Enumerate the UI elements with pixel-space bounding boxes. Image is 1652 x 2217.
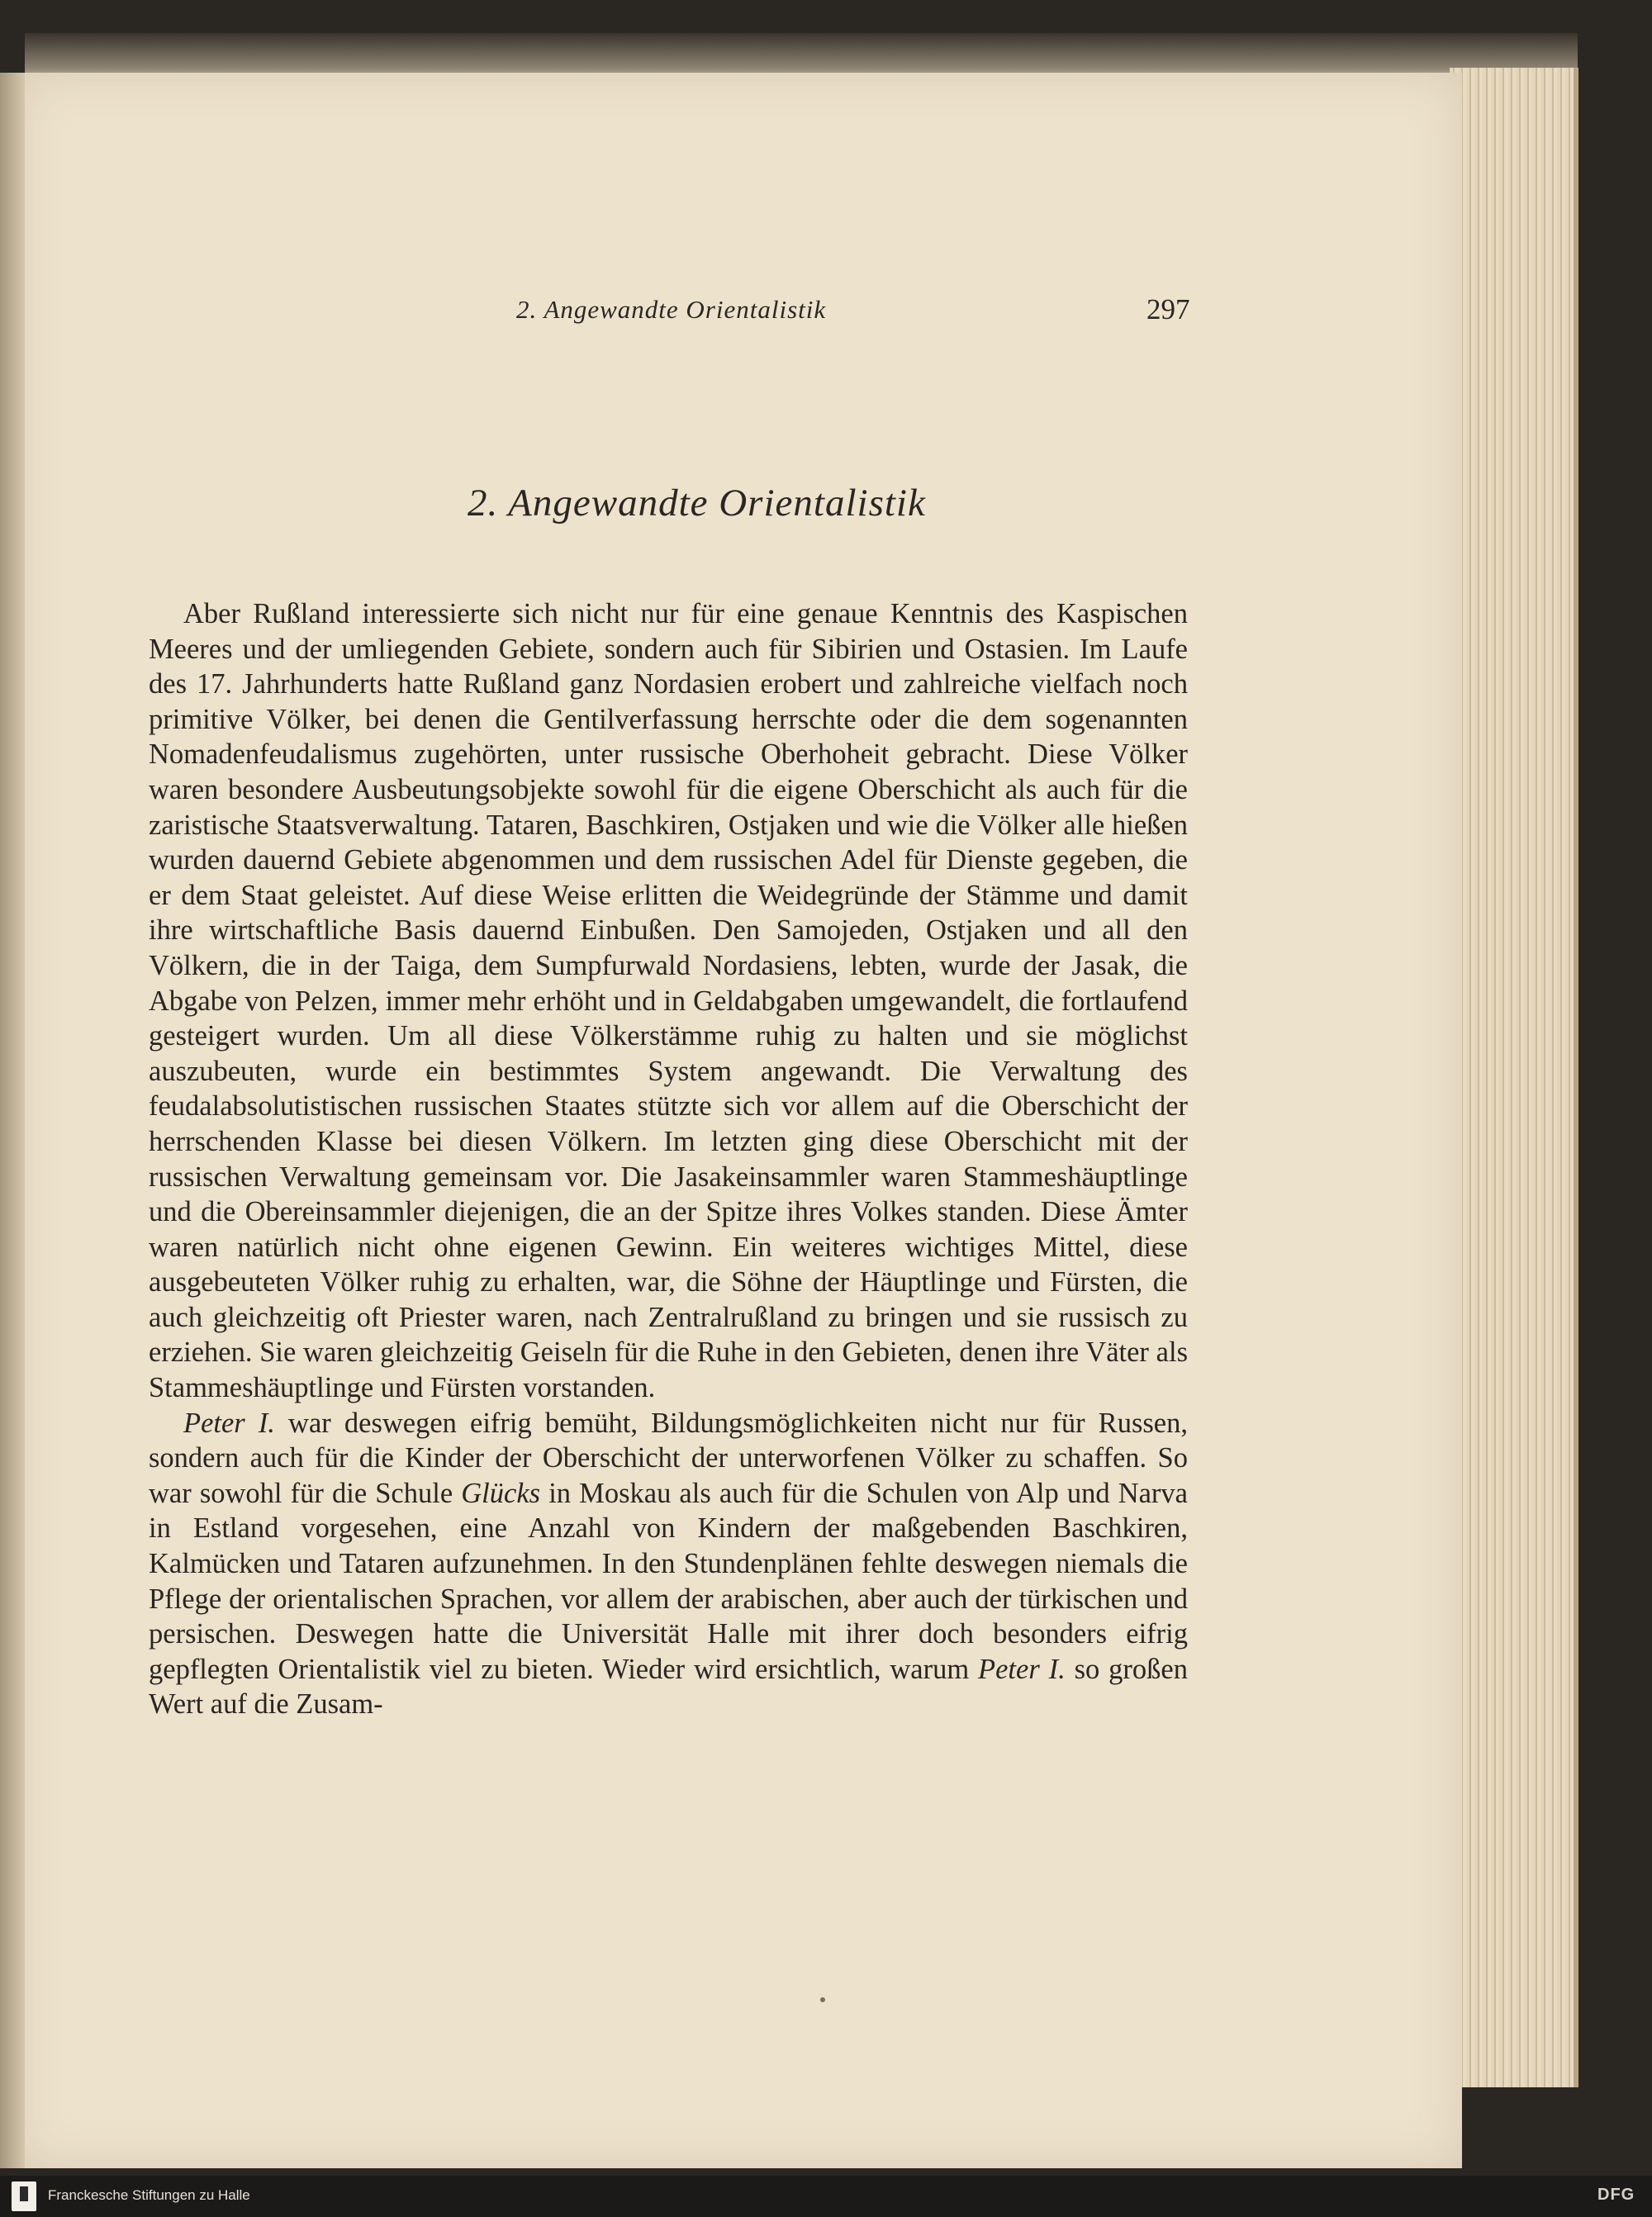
paragraph-1: Aber Rußland interessierte sich nicht nur für eine genaue Kenntnis des Kaspischen Meeres und der umliegenden Gebiete, sondern auch für Sibirien und Ostasien. Im Laufe des 17. Jahrhunderts hatte Rußland ganz Nordasien erobert und zahlreiche vielfach noch primitive Völker, bei denen die Gentilverfassung herrschte oder die dem sogenannten Nomadenfeudalismus zugehörten, unter russische Oberhoheit gebracht. Diese Völker waren besondere Ausbeutungsobjekte sowohl für die eigene Oberschicht als auch für die zaristische Staatsverwaltung. Tataren, Baschkiren, Ostjaken und wie die Völker alle hießen wurden dauernd Gebiete abgenommen und dem russischen Adel für Dienste gegeben, die er dem Staat geleistet. Auf diese Weise erlitten die Weidegründe der Stämme und damit ihre wirtschaftliche Basis dauernd Einbußen. Den Samojeden, Ostjaken und all den Völkern, die in der Taiga, dem Sumpfurwald Nordasiens, lebten, wurde der Jasak, die Abgabe von Pelzen, immer mehr erhöht und in Geldabgaben umgewandelt, die fortlaufend gesteigert wurden. Um all diese Völkerstämme ruhig zu halten und sie möglichst auszubeuten, wurde ein bestimmtes System angewandt. Die Verwaltung des feudalabsolutistischen russischen Staates stützte sich vor allem auf die Oberschicht der herrschenden Klasse bei diesen Völkern. Im letzten ging diese Oberschicht mit der russischen Verwaltung gemeinsam vor. Die Jasakeinsammler waren Stammeshäuptlinge und die Obereinsammler diejenigen, die an der Spitze ihres Volkes standen. Diese Ämter waren natürlich nicht ohne eigenen Gewinn. Ein weiteres wichtiges Mittel, diese ausgebeuteten Völker ruhig zu erhalten, war, die Söhne der Häuptlinge und Fürsten, die auch gleichzeitig oft Priester waren, nach Zentralrußland zu bringen und sie russisch zu erziehen. Sie waren gleichzeitig Geiseln für die Ruhe in den Gebieten, denen ihre Väter als Stammeshäuptlinge und Fürsten vorstanden. bbox=[149, 598, 1188, 1404]
footer-institution: Franckesche Stiftungen zu Halle bbox=[48, 2187, 250, 2203]
page-edges bbox=[1450, 68, 1578, 2087]
paragraph-2: Peter I. war deswegen eifrig bemüht, Bildungsmöglichkeiten nicht nur für Russen, sondern auch für die Kinder der Oberschicht der unterworfenen Völker zu schaffen. So war sowohl für die Schule Glücks in Moskau als auch für die Schulen von Alp und Narva in Estland vorgesehen, eine Anzahl von Kindern der maßgebenden Baschkiren, Kalmücken und Tataren aufzunehmen. In den Stundenplänen fehlte deswegen niemals die Pflege der orientalischen Sprachen, vor allem der arabischen, aber auch der türkischen und persischen. Deswegen hatte die Universität Halle mit ihrer doch besonders eifrig gepflegten Orientalistik viel zu bieten. Wieder wird ersichtlich, warum Peter I. so großen Wert auf die Zusam- bbox=[149, 1407, 1188, 1721]
page-number: 297 bbox=[1146, 293, 1190, 325]
institution-logo-icon bbox=[12, 2181, 36, 2211]
book-spine bbox=[0, 73, 25, 2168]
person-name: Glücks bbox=[461, 1477, 541, 1509]
running-title: 2. Angewandte Orientalistik bbox=[516, 295, 827, 324]
section-heading: 2. Angewandte Orientalistik bbox=[468, 482, 926, 525]
person-name: Peter I. bbox=[978, 1653, 1066, 1685]
dfg-logo: DFG bbox=[1597, 2186, 1635, 2204]
body-text bbox=[149, 596, 1188, 1722]
page-speck bbox=[820, 1997, 825, 2002]
person-name: Peter I. bbox=[183, 1407, 275, 1439]
